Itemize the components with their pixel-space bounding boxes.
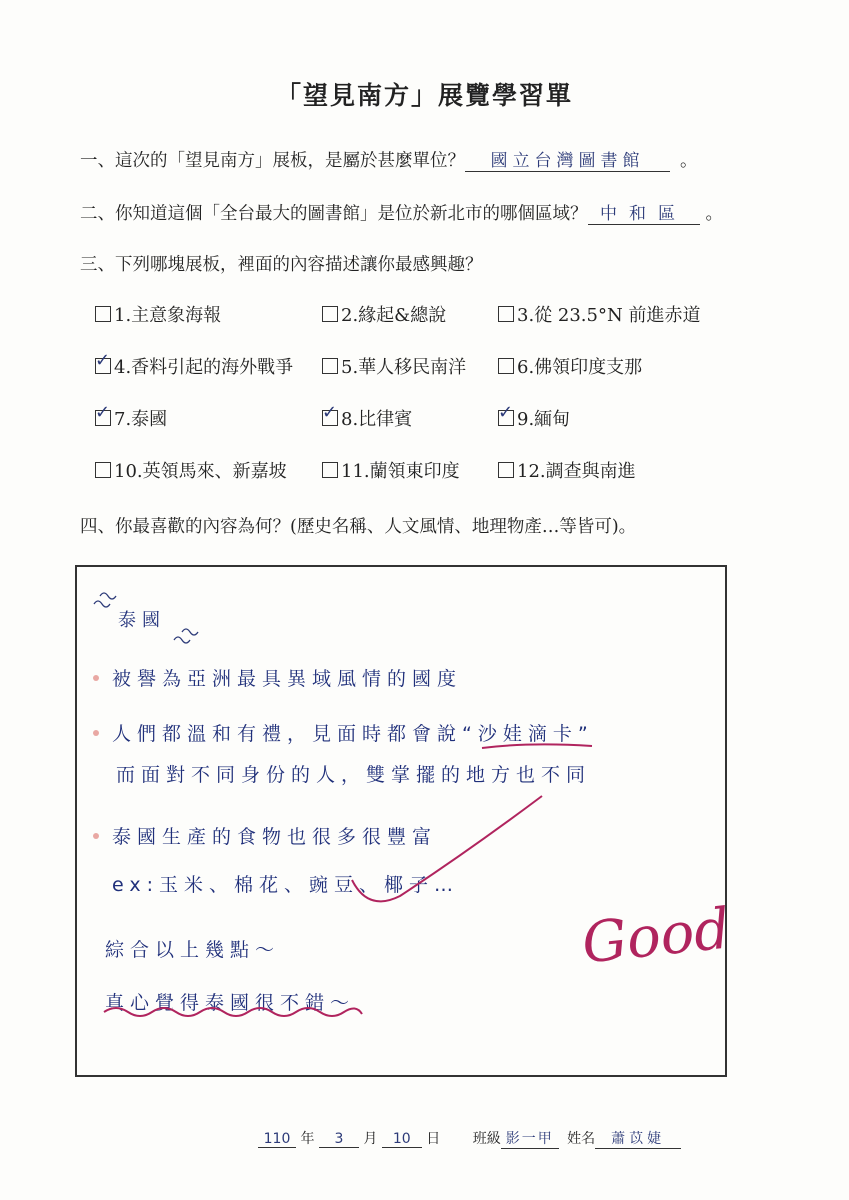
option-item [498,301,700,327]
answer-line-7: 綜合以上幾點～ [105,939,281,961]
checkbox [322,402,338,426]
checkbox [498,306,514,322]
footer-day: 10 [382,1131,422,1148]
question-4-text: 四、你最喜歡的內容為何？(歷史名稱、人文風情、地理物產…等皆可)。 [80,517,637,537]
check-mark-icon: ✓ [322,402,338,423]
option-item [95,457,287,483]
option-item [322,457,460,483]
option-item [322,301,446,327]
question-1-text: 一、這次的「望見南方」展板，是屬於甚麼單位？ [80,151,465,171]
checkbox [95,350,111,374]
option-label: 12.調查與南進 [517,461,636,482]
checkbox [498,402,514,426]
option-label: 11.蘭領東印度 [341,461,460,482]
option-item [95,402,168,431]
question-2-answer: 中和區 [588,199,700,225]
answer-line-3: 人們都溫和有禮，見面時都會說“沙娃滴卡” [112,723,594,745]
option-label: 8.比律賓 [341,409,413,430]
checkbox [498,358,514,374]
footer-name-label: 姓名 [567,1131,596,1147]
footer-year: 110 [258,1131,296,1148]
answer-line-8: 真心覺得泰國很不錯～ [105,992,356,1014]
check-mark-icon: ✓ [498,402,514,423]
question-2-end: 。 [705,204,723,224]
question-1-end: 。 [680,151,698,171]
option-label: 2.緣起&總說 [341,305,447,326]
option-label: 4.香料引起的海外戰爭 [114,357,294,378]
option-item [498,402,571,431]
option-label: 3.從 23.5°N 前進赤道 [517,305,701,326]
teacher-comment: Good [579,896,734,977]
option-item [322,402,413,431]
option-label: 6.佛領印度支那 [517,357,643,378]
footer-class-value: 影一甲 [501,1128,559,1149]
checkbox [322,306,338,322]
option-item [322,353,466,379]
question-2-text: 二、你知道這個「全台最大的圖書館」是位於新北市的哪個區域？ [80,204,588,224]
option-label: 9.緬甸 [517,409,571,430]
checkbox [322,358,338,374]
bullet-dot [93,833,99,839]
answer-line-2: 被譽為亞洲最具異域風情的國度 [112,668,463,690]
answer-line-heading: 泰國 [118,610,166,631]
bullet-dot [93,730,99,736]
question-1-answer: 國立台灣圖書館 [465,146,670,172]
option-item [95,301,221,327]
option-label: 1.主意象海報 [114,305,222,326]
question-1 [80,146,698,172]
option-item [498,353,642,379]
footer-day-label: 日 [426,1131,441,1147]
footer-year-label: 年 [300,1131,315,1147]
answer-line-6: ex:玉米、棉花、豌豆、椰子… [112,874,460,896]
answer-line-4: 而面對不同身份的人，雙掌擺的地方也不同 [116,764,592,786]
answer-line-5: 泰國生產的食物也很多很豐富 [112,826,438,848]
option-label: 10.英領馬來、新嘉坡 [114,461,287,482]
checkbox [95,306,111,322]
option-item [498,457,636,483]
option-label: 5.華人移民南洋 [341,357,467,378]
checkbox [322,462,338,478]
footer-month: 3 [319,1131,359,1148]
checkbox [95,402,111,426]
check-mark-icon: ✓ [95,350,111,371]
checkbox [498,462,514,478]
option-item [95,350,294,379]
checkbox [95,462,111,478]
question-2 [80,199,723,225]
question-3-text: 三、下列哪塊展板，裡面的內容描述讓你最感興趣？ [80,255,483,275]
footer-month-label: 月 [363,1131,378,1147]
option-label: 7.泰國 [114,409,168,430]
bullet-dot [93,675,99,681]
footer [258,1128,681,1149]
footer-class-label: 班級 [472,1131,501,1147]
footer-name-value: 蕭苡婕 [595,1128,681,1149]
check-mark-icon: ✓ [95,402,111,423]
page-title: 「望見南方」展覽學習單 [275,81,573,110]
